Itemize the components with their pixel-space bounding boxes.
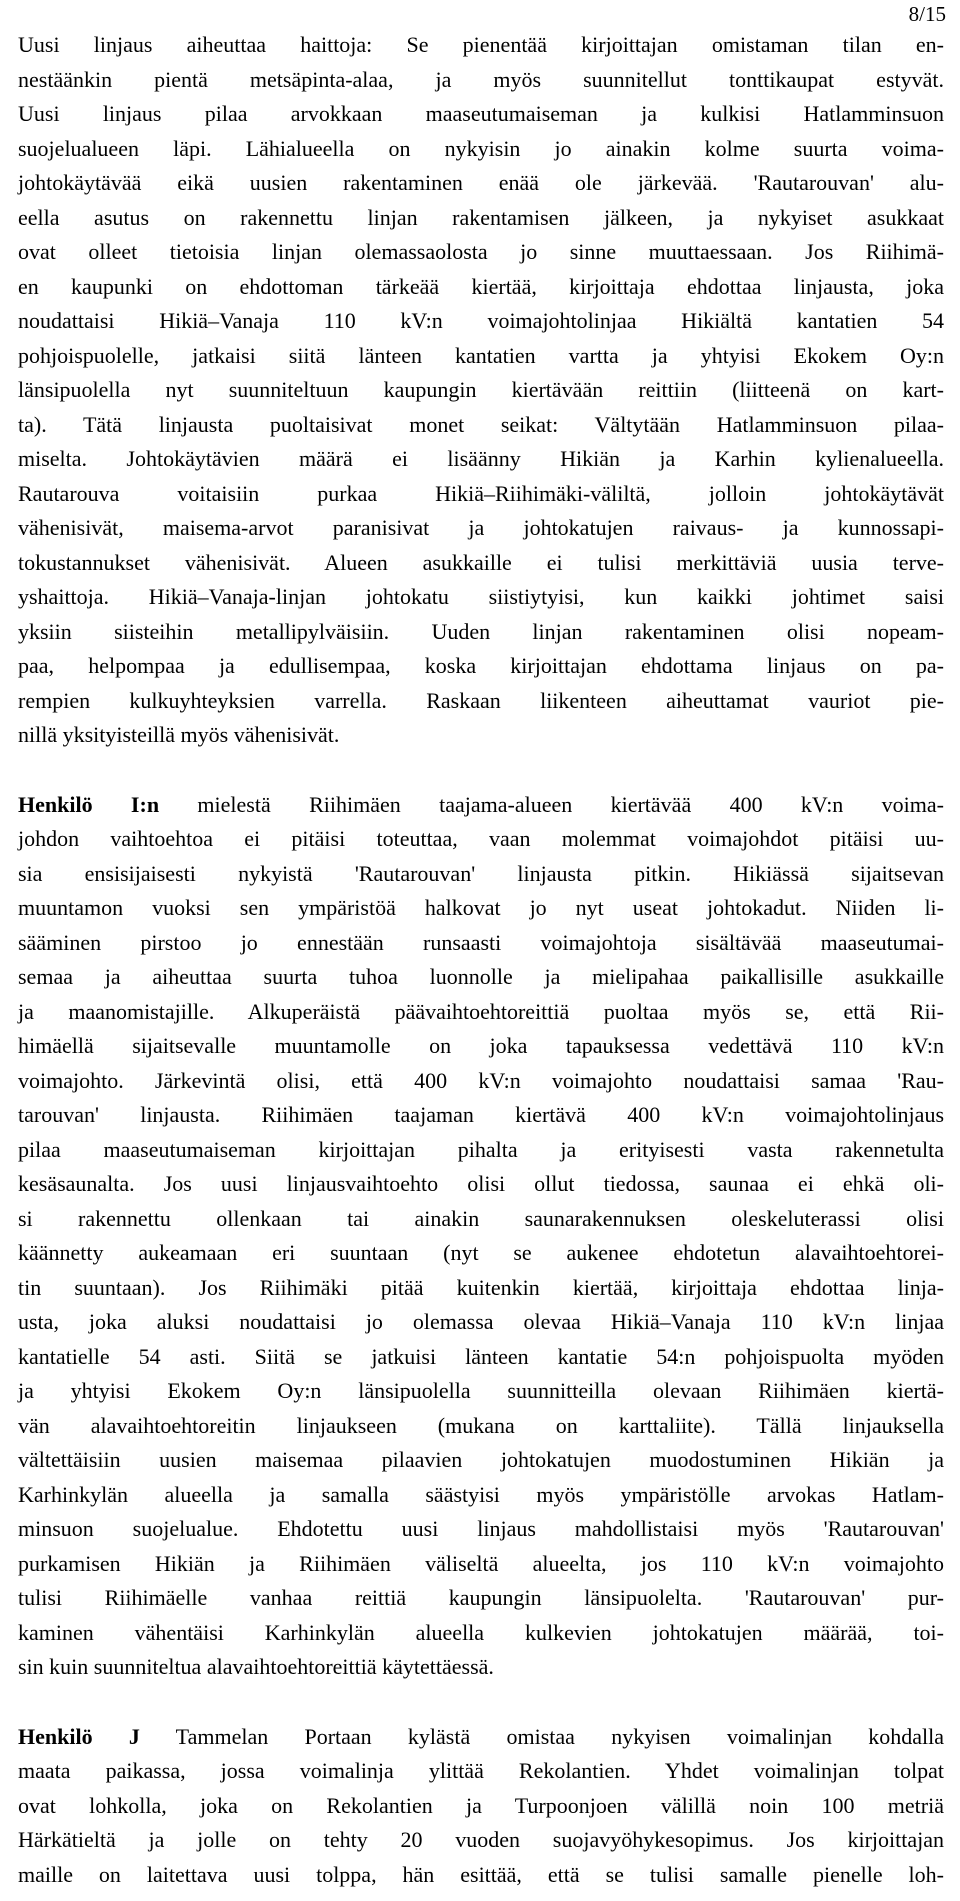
text-line: ovat olleet tietoisia linjan olemassaolosta jo sinne muuttaessaan. Jos Riihimä- [18,239,944,264]
text-line: kantatielle 54 asti. Siitä se jatkuisi länteen kantatie 54:n pohjoispuolta myöden [18,1343,944,1369]
text-line: maata paikassa, jossa voimalinja ylittää Rekolantien. Yhdet voimalinjan tolpat [18,1758,944,1783]
text-line [18,1720,944,1755]
text-line: ja maanomistajille. Alkuperäistä päävaihtoehtoreittiä puoltaa myös se, että Rii- [18,998,944,1024]
page-number: 8/15 [908,2,946,26]
text-line: tarouvan' linjausta. Riihimäen taajaman kiertävä 400 kV:n voimajohtolinjaus [18,1102,944,1127]
text-line: miselta. Johtokäytävien määrä ei lisäänny Hikiän ja Karhin kylienalueella. [18,446,944,471]
text-line: Uusi linjaus pilaa arvokkaan maaseutumaiseman ja kulkisi Hatlamminsuon [18,101,944,126]
text-line: ovat lohkolla, joka on Rekolantien ja Turpoonjoen välillä noin 100 metriä [18,1792,944,1818]
text-line: en kaupunki on ehdottoman tärkeää kiertää, kirjoittaja ehdottaa linjausta, joka [18,273,944,299]
paragraph-3 [18,1720,944,1893]
text-line: pilaa maaseutumaiseman kirjoittajan pihalta ja erityisesti vasta rakennetulta [18,1136,944,1162]
text-line: tulisi Riihimäelle vanhaa reittiä kaupungin länsipuolelta. 'Rautarouvan' pur- [18,1585,944,1610]
text-line: johdon vaihtoehtoa ei pitäisi toteuttaa, vaan molemmat voimajohdot pitäisi uu- [18,826,944,851]
text-line: kaminen vähentäisi Karhinkylän alueella kulkevien johtokatujen määrää, toi- [18,1619,944,1645]
text-line: Rautarouva voitaisiin purkaa Hikiä–Riihimäki-väliltä, jolloin johtokäytävät [18,480,944,506]
text-line: maille on laitettava uusi tolppa, hän esittää, että se tulisi samalle pienelle loh- [18,1861,944,1887]
text-line: länsipuolella nyt suunniteltuun kaupungin kiertävään reittiin (liitteenä on kart- [18,377,944,402]
text-line: usta, joka aluksi noudattaisi jo olemassa olevaa Hikiä–Vanaja 110 kV:n linjaa [18,1309,944,1334]
text-line: käännetty aukeamaan eri suuntaan (nyt se aukenee ehdotetun alavaihtoehtorei- [18,1240,944,1265]
text-line-rest: Tammelan Portaan kylästä omistaa nykyisen voimalinjan kohdalla [139,1723,944,1749]
text-line: ja yhtyisi Ekokem Oy:n länsipuolella suunnitteilla olevaan Riihimäen kiertä- [18,1378,944,1403]
text-line: johtokäytävää eikä uusien rakentaminen enää ole järkevää. 'Rautarouvan' alu- [18,170,944,195]
text-line [18,788,944,823]
text-line: Uusi linjaus aiheuttaa haittoja: Se pienentää kirjoittajan omistaman tilan en- [18,32,944,57]
person-name: Henkilö I:n [18,791,160,817]
text-line: si rakennettu ollenkaan tai ainakin saunarakennuksen oleskeluterassi olisi [18,1205,944,1231]
text-line: nillä yksityisteillä myös vähenisivät. [18,722,340,747]
paragraph-gap [18,753,944,788]
text-line: purkamisen Hikiän ja Riihimäen väliseltä alueelta, jos 110 kV:n voimajohto [18,1550,944,1576]
text-line: eella asutus on rakennettu linjan rakentamisen jälkeen, ja nykyiset asukkaat [18,204,944,230]
text-line: minsuon suojelualue. Ehdotettu uusi linjaus mahdollistaisi myös 'Rautarouvan' [18,1516,944,1541]
text-line: tokustannukset vähenisivät. Alueen asukkaille ei tulisi merkittäviä uusia terve- [18,549,944,575]
text-line: sia ensisijaisesti nykyistä 'Rautarouvan' linjausta pitkin. Hikiässä sijaitsevan [18,860,944,886]
paragraph-1 [18,28,944,753]
text-line: voimajohto. Järkevintä olisi, että 400 kV:n voimajohto noudattaisi samaa 'Rau- [18,1067,944,1093]
text-line: Karhinkylän alueella ja samalla säästyisi myös ympäristölle arvokas Hatlam- [18,1481,944,1507]
text-line: rempien kulkuyhteyksien varrella. Raskaan liikenteen aiheuttamat vauriot pie- [18,687,944,713]
text-line: paa, helpompaa ja edullisempaa, koska kirjoittajan ehdottama linjaus on pa- [18,653,944,678]
text-line: noudattaisi Hikiä–Vanaja 110 kV:n voimajohtolinjaa Hikiältä kantatien 54 [18,308,944,333]
text-line: himäellä sijaitsevalle muuntamolle on joka tapauksessa vedettävä 110 kV:n [18,1033,944,1058]
text-line: kesäsaunalta. Jos uusi linjausvaihtoehto olisi ollut tiedossa, saunaa ei ehkä oli- [18,1171,944,1196]
text-line: vältettäisiin uusien maisemaa pilaavien johtokatujen muodostuminen Hikiän ja [18,1447,944,1472]
text-line: tin suuntaan). Jos Riihimäki pitää kuitenkin kiertää, kirjoittaja ehdottaa linja- [18,1274,944,1300]
text-line: sin kuin suunniteltua alavaihtoehtoreittiä käytettäessä. [18,1654,494,1679]
text-line: yshaittoja. Hikiä–Vanaja-linjan johtokatu siistiytyisi, kun kaikki johtimet saisi [18,584,944,609]
text-line: vän alavaihtoehtoreitin linjaukseen (mukana on karttaliite). Tällä linjauksella [18,1412,944,1438]
paragraph-2 [18,788,944,1685]
text-line: sääminen pirstoo jo ennestään runsaasti voimajohtoja sisältävää maaseutumai- [18,929,944,955]
document-body [18,28,944,1892]
text-line: semaa ja aiheuttaa suurta tuhoa luonnolle ja mielipahaa paikallisille asukkaille [18,964,944,989]
text-line: nestäänkin pientä metsäpinta-alaa, ja myös suunnitellut tonttikaupat estyvät. [18,66,944,92]
text-line: yksiin siisteihin metallipylväisiin. Uuden linjan rakentaminen olisi nopeam- [18,618,944,644]
person-name: Henkilö J [18,1723,140,1749]
text-line: pohjoispuolelle, jatkaisi siitä länteen kantatien vartta ja yhtyisi Ekokem Oy:n [18,342,944,368]
text-line: suojelualueen läpi. Lähialueella on nykyisin jo ainakin kolme suurta voima- [18,135,944,161]
paragraph-gap [18,1685,944,1720]
text-line: vähenisivät, maisema-arvot paranisivat ja johtokatujen raivaus- ja kunnossapi- [18,515,944,540]
text-line: ta). Tätä linjausta puoltaisivat monet seikat: Vältytään Hatlamminsuon pilaa- [18,411,944,437]
text-line: muuntamon vuoksi sen ympäristöä halkovat jo nyt useat johtokadut. Niiden li- [18,895,944,920]
text-line: Härkätieltä ja jolle on tehty 20 vuoden suojavyöhykesopimus. Jos kirjoittajan [18,1827,944,1852]
text-line-rest: mielestä Riihimäen taajama-alueen kiertävää 400 kV:n voima- [159,791,944,817]
